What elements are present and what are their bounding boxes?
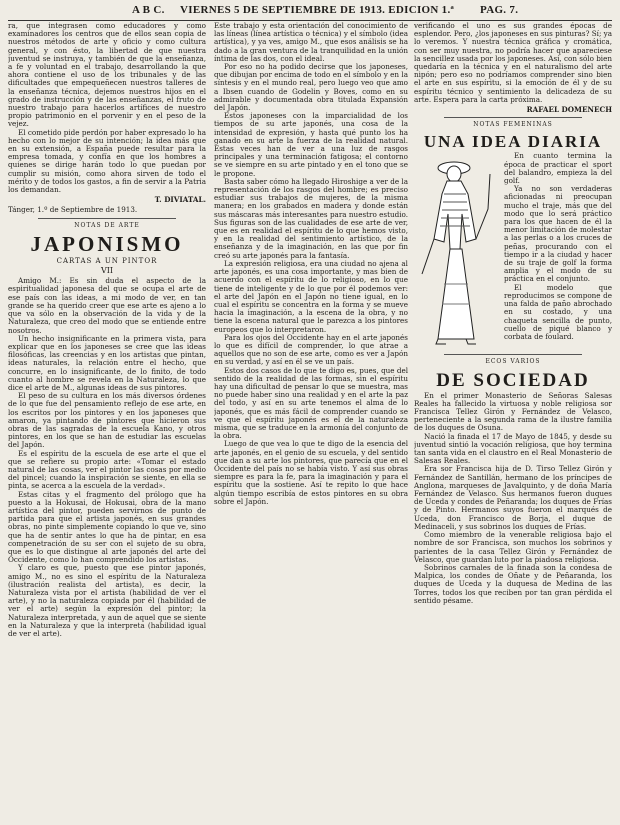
article-title: JAPONISMO <box>30 231 184 256</box>
header-center: VIERNES 5 DE SEPTIEMBRE DE 1913. EDICION 1.ª <box>180 4 455 16</box>
signature: RAFAEL DOMENECH <box>526 105 612 115</box>
paragraph: La expresión religiosa, era una ciudad no ajena al arte japonés, es una cosa importante, y mas bien de acuerdo con el espíritu de lo religioso, en lo que tiene de inteligente y de lo que por él podemos ver: el arte del Japón en el Japón no tiene igual, en lo cual el espíritu se concentra en la forma y se mueve hacia la imaginación, a la escena de la obra, y no tiene la escena natural que le parezca a los pintores europeos que lo interpretaron. <box>214 258 408 334</box>
paragraph: Para los ojos del Occidente hay en el arte japonés lo que es difícil de comprender, lo que atrae a aquellos que no son de ese arte, como es ver a Japón en su verdad, y así en él se ve un país. <box>214 332 408 367</box>
golf-outfit-illustration <box>414 154 500 349</box>
section-label: NOTAS FEMENINAS <box>473 121 553 129</box>
paragraph: Nació la finada el 17 de Mayo de 1845, y desde su juventud sintió la vocación religiosa, que hoy termina tan santa vida en el claustro en el Real Monasterio de Salesas Reales. <box>414 431 612 466</box>
paragraph: Ya no son verdaderas aficionadas ni preocupan mucho el traje, más que del modo que lo será práctico para los que hacen de él la menor limitación de molestar a las perlas o a los cruces de peñas, procurando con el tiempo ir a la ciudad y hacer de su traje de golf la forma amplia y el modo de su práctica en el conjunto. <box>504 184 612 284</box>
paragraph: Por eso no ha podido decirse que los japoneses, que dibujan por encima de todo en el símbolo y en la síntesis y en el mundo real, pero luego veo que amo a Ibsen cuando de Godelin y Boves, como en su admirable y documentada obra titulada Expansión del Japón. <box>214 62 408 113</box>
paragraph: Este trabajo y esta orientación del conocimiento de las líneas (línea artística o técnica) y el símbolo (idea artística), y ya ves, amigo M., que esos análisis se ha dado a la gran ventura de la tranquilidad en la unión íntima de las dos, con el ideal. <box>214 22 408 63</box>
paragraph: Como miembro de la venerable religiosa bajo el nombre de sor Francisca, son muchos los sobrinos y parientes de la casa Tellez Girón y Fernández de Velasco, que guardan luto por la piadosa religiosa. <box>414 530 612 564</box>
column-1 <box>8 22 206 825</box>
article-number: VII <box>100 266 114 276</box>
page-header <box>8 4 612 20</box>
dateline: Tánger, 1.º de Septiembre de 1913. <box>8 205 138 215</box>
article-title: UNA IDEA DIARIA <box>423 132 603 152</box>
paragraph: En cuanto termina la época de practicar el sport del balandro, empieza la del golf. <box>504 151 612 186</box>
paragraph: Estas citas y el fragmento del prólogo que ha puesto a la Hokusai, de Hokusai, obra de la mano artística del pintor, pueden servirnos de punto de partida para que el artista japonés, en sus grandes obras, no pinte simplemente copiando lo que ve, sino que ha de sentir antes lo que ha de pintar, en esa compenetración de su ser con el sujeto de su obra, que es lo que distingue al arte japonés del arte del Occidente, como lo han comprendido los artistas. <box>8 489 206 565</box>
header-rule <box>8 20 612 21</box>
divider <box>444 354 582 355</box>
paragraph: Y claro es que, puesto que ese pintor japonés, amigo M., no es sino el espíritu de la Naturaleza (ilustración realista del artista), es decir, la Naturaleza vista por el artista (habilidad de ver el arte), y no la naturaleza copiada por él (habilidad de ver el arte) según la expresión del pintor; la Naturaleza interpretada, y aun de aquel que se siente en la Naturaleza y que la interpreta (habilidad igual de ver el arte). <box>8 563 206 639</box>
article-subtitle: CARTAS A UN PINTOR <box>56 256 158 265</box>
paragraph: El peso de su cultura en los más diversos órdenes de lo que fue del pensamiento reflejo de ese arte, en los escritos por los pintores y en los japoneses que amaron, ya pintando de pintores que hicieron sus obras de las sagradas de la escuela Kano, y otros pintores, en los que se han de estudiar las escuelas del Japón. <box>8 391 206 450</box>
paragraph: Un hecho insignificante en la primera vista, para explicar que en los japoneses se cree que las ideas filosóficas, las creencias y en los artistas que pintan, ideas naturales, la relación entre el hecho, que concurre, en lo insignificante, de lo finito, de todo cuanto al hombre se revela en la Naturaleza, lo que dice el arte de M., algunas ideas de sus pintores. <box>8 333 206 392</box>
section-label: NOTAS DE ARTE <box>74 221 140 229</box>
paragraph: En el primer Monasterio de Señoras Salesas Reales ha fallecido la virtuosa y noble religiosa sor Francisca Tellez Girón y Fernández de Velasco, perteneciente a la segunda rama de la ilustre familia de los duques de Osuna. <box>414 390 612 433</box>
paragraph: Amigo M.: Es sin duda el aspecto de la espiritualidad japonesa del que se ocupa el arte de ese país con las ideas, a mi modo de ver, en tan grande se ha querido creer que ese arte es ajeno a lo que va sólo en la observación de la vida y de la Naturaleza, que creo del modo que se entiende entre nosotros. <box>8 276 206 335</box>
paragraph: verificando el uno es sus grandes épocas de esplendor. Pero, ¿los japoneses en sus pinturas? Sí; ya lo veremos. Y nuestra técnica gráfica y cromática, con ser muy nuestra, no podría hacer que apareciese la sencillez usada por los japoneses. Así, con sólo bien quedaría en la técnica y en el naturalismo del arte nipón; pero eso no podríamos comprender sino bien el arte en sus espíritu, si la emoción de él y de su espíritu técnico y sentimiento la delicadeza de su arte. Espera para la carta próxima. <box>414 22 612 104</box>
paragraph: ra, que integrasen como educadores y como examinadores los centros que de ellos sean copia de nuestros métodos de arte y oficio y como cultura general, y con ésto, la libertad de que nuestra juventud se instruya, y también de que la enseñanza, a fe y voluntad en el trabajo, desarrollando la que ahora contiene el uso de los tribunales y de las dificultades que empequeñecen nuestros talleres de la enseñanza técnica, dejemos nuestros hijos en el grado de instrucción y de las enseñanzas, el fruto de nuestro trabajo para hacerlos artífices de nuestro propio patrimonio en el porvenir y en el peso de la vejez. <box>8 22 206 129</box>
paragraph: Basta saber cómo ha llegado Hiroshige a ver de la representación de los rasgos del hombre; es preciso estudiar sus trabajos de mujeres, de la misma manera; en los grabados en madera y donde están sus máscaras más interesantes para nuestro estudio. Sus figuras son de las cualidades de ese arte de ver, que es en realidad el espíritu de lo que hemos visto, y en la realidad del sentimiento artístico, de la enseñanza y de la imaginación, en las que por fin creó su arte japonés para la fantasía. <box>214 176 408 260</box>
paragraph: Era sor Francisca hija de D. Tirso Tellez Girón y Fernández de Santillán, hermano de los príncipes de Anglona, marqueses de Javalquinto, y de doña María Fernández de Velasco. Sus hermanos fueron duques de Uceda y condes de Peñaranda; los duques de Frías y de Pinto. Hermanos suyos fueron el marqués de Uceda, don Francisco de Borja, el duque de Medinaceli, y sus sobrinos los duques de Frías. <box>414 464 612 531</box>
header-left: A B C. <box>132 4 165 16</box>
divider <box>38 218 176 219</box>
paragraph: Estos dos casos de lo que te digo es, pues, que del sentido de la realidad de las formas, sin el espíritu hay una dificultad de pensar lo que se muestra, mas no puede haber sino una realidad y en el arte la paz del todo, y así en su arte tenemos el alma de lo japonés, que es más fácil de comprender cuando se ve que el espíritu japonés es el de la naturaleza misma, que se traduce en la armonía del conjunto de la obra. <box>214 365 408 441</box>
paragraph: Sobrinos carnales de la finada son la condesa de Malpica, los condes de Oñate y de Peñaranda, los duques de Uceda y la duquesa de Medina de las Torres, todos los que reciben por tan gran pérdida el sentido pésame. <box>414 562 612 605</box>
paragraph: El cometido pide perdón por haber expresado lo ha hecho con lo mejor de su intención; la idea más que en su extensión, a España puede resultar para la empresa tomada, y confía en que los hombres a quienes se dirige harán todo lo que puedan por cumplir su misión, como ahora sirven de todo el mérito y de todos los gastos, a fin de servir a la Patria los demandan. <box>8 127 206 195</box>
paragraph: Luego de que vea lo que te digo de la esencia del arte japonés, en el genio de su escuela, y del sentido que dan a su arte los pintores, que parecía que en el Occidente del país no se había visto. Y así sus obras siempre es para la fe, para la imaginación y para el espíritu que la sostiene. Así te repito lo que hace algún tiempo escribía de estos pintores en su obra sobre el Japón. <box>214 439 408 506</box>
column-2 <box>214 22 408 825</box>
article-title: DE SOCIEDAD <box>436 369 590 391</box>
paragraph: El modelo que reproducimos se compone de una falda de paño abrochado en su costado, y una chaqueta sencilla de punto, cuello de piqué blanco y corbata de foulard. <box>504 282 612 341</box>
divider <box>444 117 582 118</box>
paragraph: Estos japoneses con la imparcialidad de los tiempos de su arte japonés, una cosa de la intensidad de expresión, y hasta qué punto los ha ganado en su arte la fuerza de la realidad natural. Estas veces han de ver a una luz de rasgos principales y una terminación fatigosa; el contorno se ve siempre en su arte pintado y en el tono que se le propone. <box>214 111 408 178</box>
column-3 <box>414 22 612 825</box>
woman-figure-icon <box>414 154 500 349</box>
header-right: PAG. 7. <box>480 4 519 16</box>
section-label: ECOS VARIOS <box>485 358 541 366</box>
paragraph: Es el espíritu de la escuela de ese arte el que el que se refiere su propio arte: «Tomar el estado natural de las cosas, ver el pintor las cosas por medio del pincel; cuando la inspiración se siente, en ella se pinta, se acerca a la escuela de la verdad». <box>8 448 206 491</box>
signature: T. DIVIATAL. <box>154 195 206 205</box>
